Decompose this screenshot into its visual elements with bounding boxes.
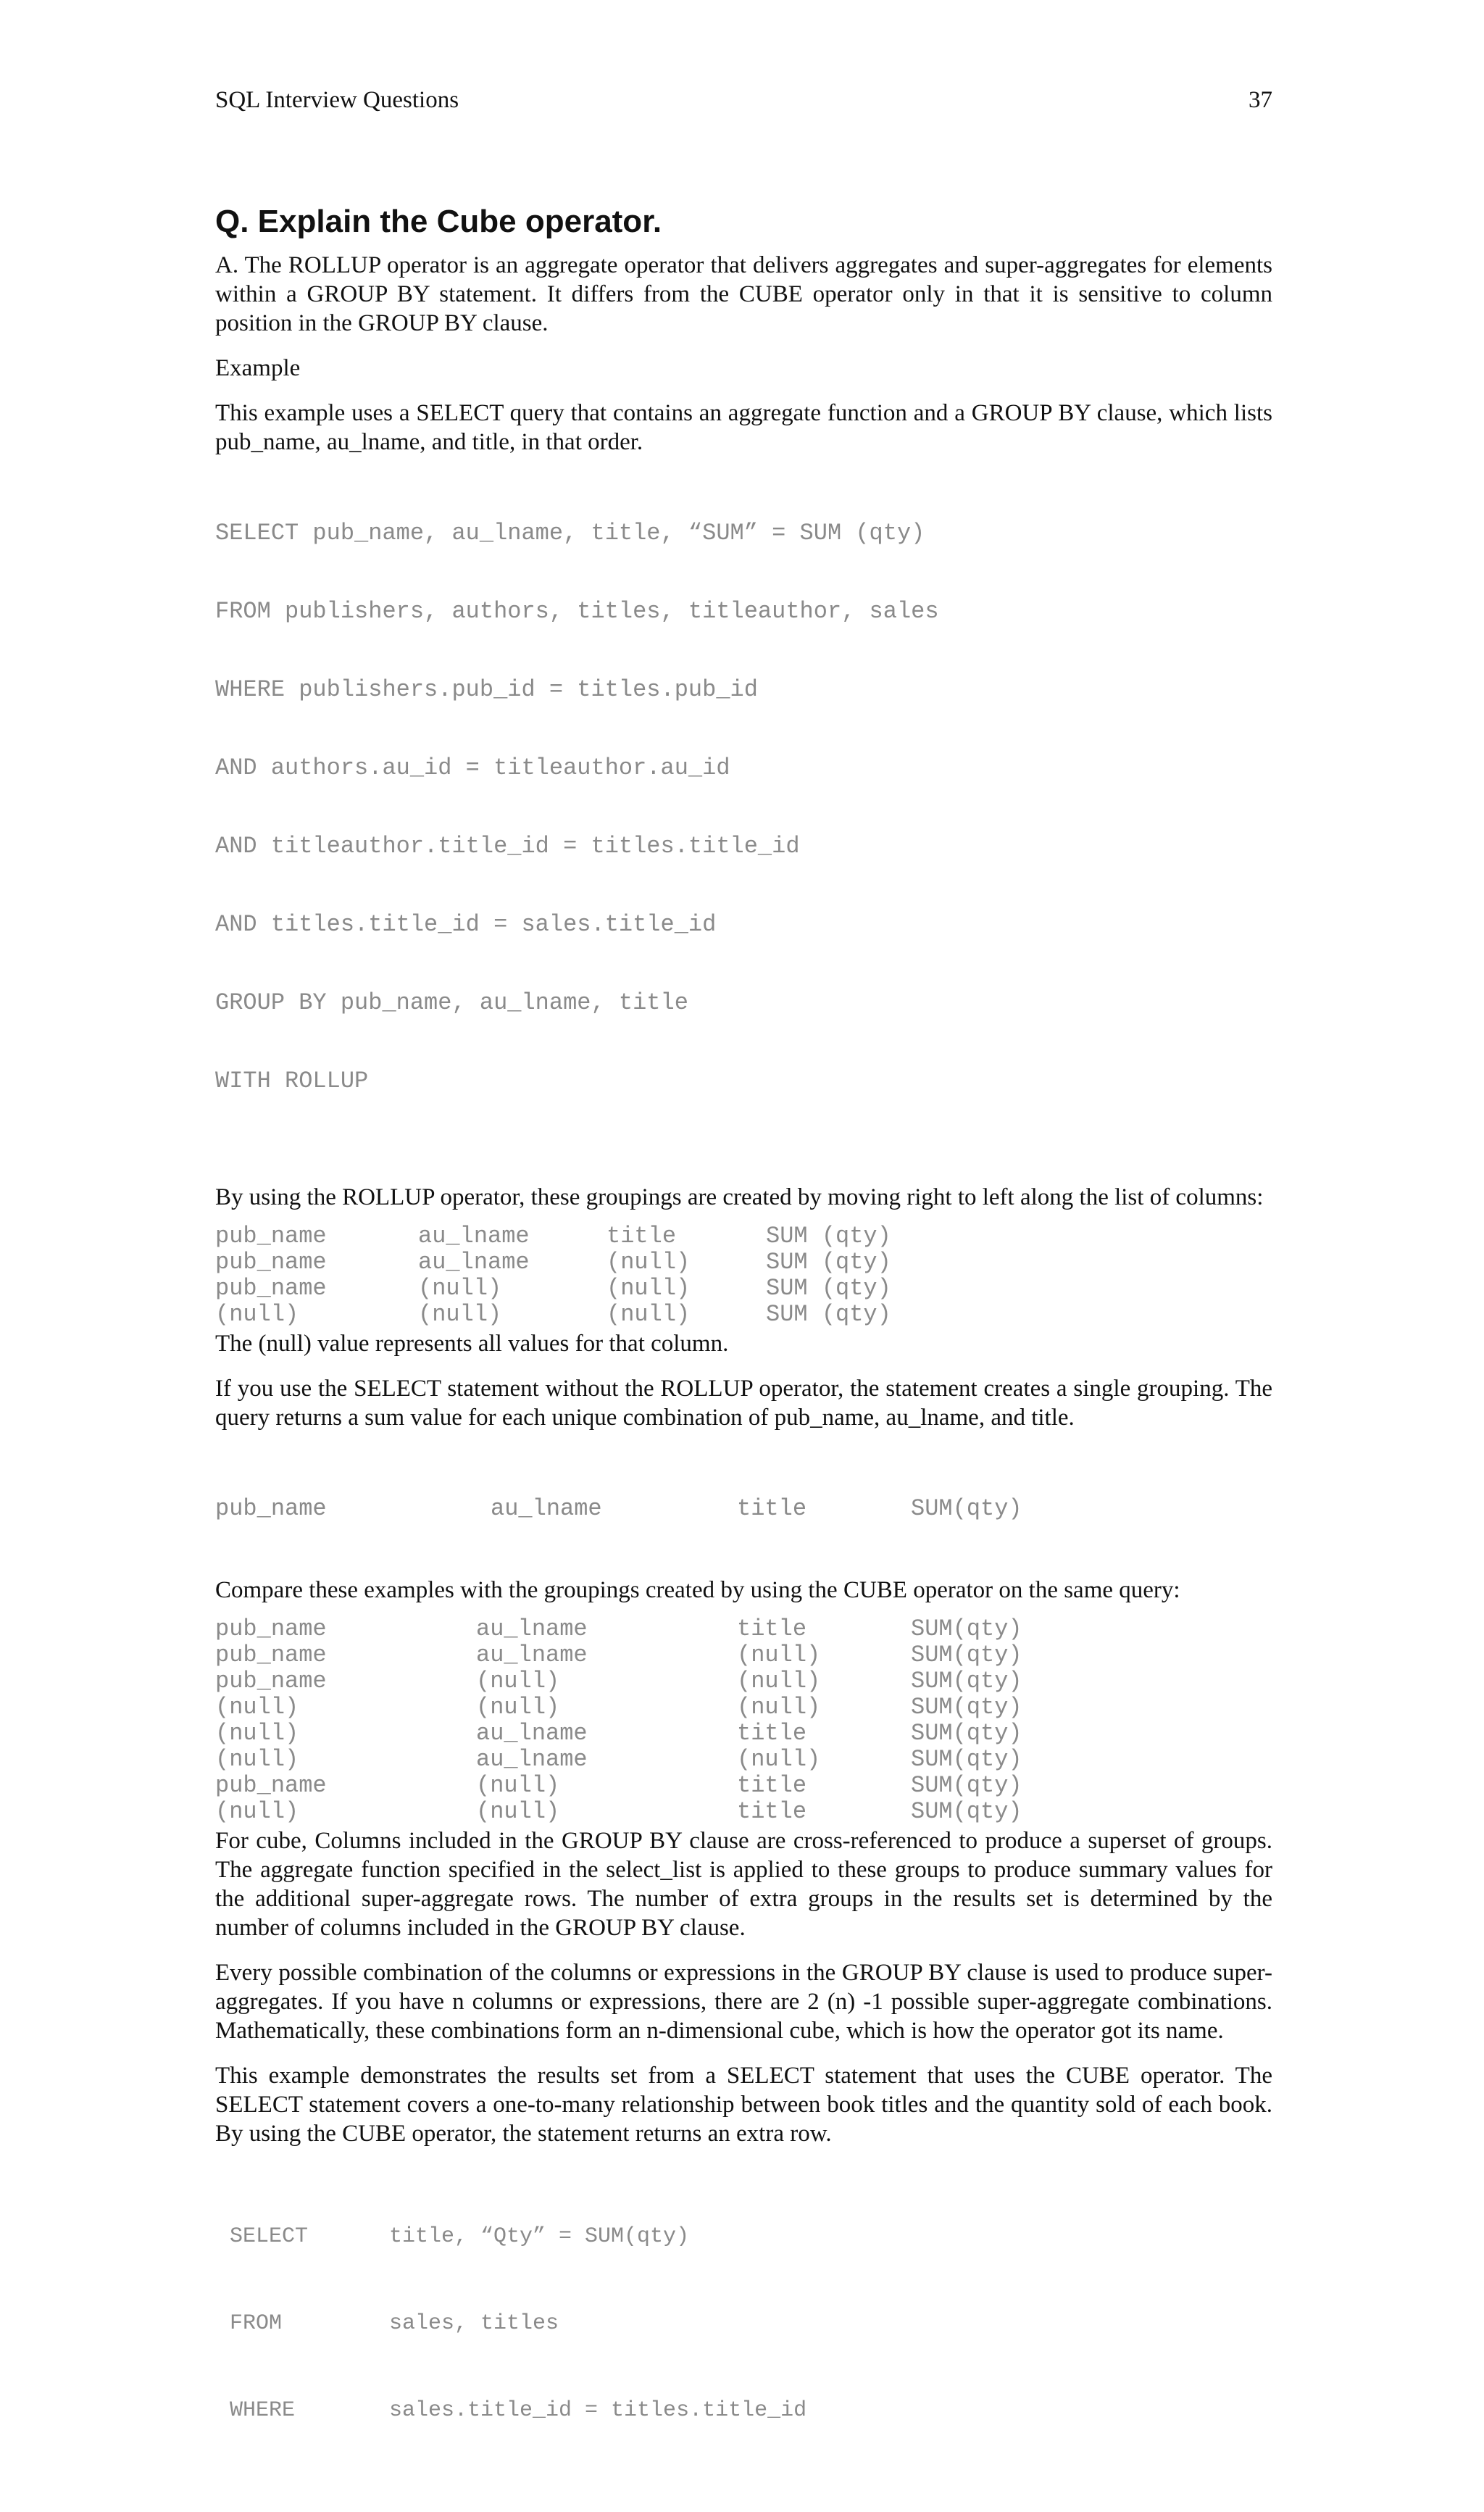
cube-query-code [215,2164,1272,2483]
compare-explanation: Compare these examples with the groupings created by using the CUBE operator on the same query: [215,1577,1180,1603]
grouping-cell: pub_name [215,1772,327,1799]
code-line: WITH ROLLUP [215,1068,369,1094]
grouping-cell: SUM(qty) [911,1642,1022,1668]
code-line: AND authors.au_id = titleauthor.au_id [215,754,730,781]
running-header-title: SQL Interview Questions [215,87,459,113]
grouping-cell: pub_name [215,1223,327,1249]
example-label: Example [215,355,301,381]
code-line: SELECT pub_name, au_lname, title, “SUM” = SUM (qty) [215,520,925,546]
grouping-cell: SUM(qty) [911,1772,1022,1799]
grouping-row [215,1642,1272,1668]
sql-clause: title, “Qty” = SUM(qty) [389,2224,690,2249]
grouping-cell: (null) [606,1249,691,1276]
grouping-row [215,1721,1272,1747]
grouping-cell: (null) [737,1694,821,1721]
sql-keyword: FROM [230,2311,283,2336]
grouping-cell: SUM (qty) [766,1301,891,1328]
grouping-cell: (null) [418,1275,502,1302]
code-line: AND titles.title_id = sales.title_id [215,911,717,938]
cube-explanation: For cube, Columns included in the GROUP BY clause are cross-referenced to produce a superset of groups. The aggregate function specified in the select_list is applied to these groups to produce summary values for the additional super-aggregate rows. The number of extra groups in the results set is determined by the number of columns included in the GROUP BY clause. [215,1828,1272,1941]
grouping-cell: title [737,1615,807,1642]
grouping-cell: title [737,1720,807,1747]
grouping-cell: pub_name [215,1615,327,1642]
grouping-cell: title [606,1223,677,1249]
grouping-cell: SUM(qty) [911,1668,1022,1694]
code-line [215,2396,1272,2425]
grouping-cell: title [737,1772,807,1799]
grouping-cell: (null) [476,1772,560,1799]
rollup-query-code [215,468,1272,1147]
grouping-cell: SUM(qty) [911,1694,1022,1721]
grouping-cell: pub_name [215,1668,327,1694]
grouping-row [215,1276,1272,1302]
code-line: FROM publishers, authors, titles, titleauthor, sales [215,598,939,625]
sql-clause: sales.title_id = titles.title_id [389,2398,807,2423]
grouping-cell: pub_name [215,1275,327,1302]
grouping-cell: SUM (qty) [766,1223,891,1249]
combinations-explanation: Every possible combination of the columns or expressions in the GROUP BY clause is used to produce super-aggregates. If you have n columns or expressions, there are 2 (n) -1 possible super-aggregate combinations. Mathematically, these combinations form an n-dimensional cube, which is how the operator got its name. [215,1960,1272,2044]
grouping-cell: au_lname [418,1223,530,1249]
grouping-row [215,1496,1272,1522]
grouping-cell: SUM(qty) [911,1746,1022,1773]
grouping-row [215,1223,1272,1249]
single-grouping-explanation: If you use the SELECT statement without the ROLLUP operator, the statement creates a single grouping. The query returns a sum value for each unique combination of pub_name, au_lname, and title. [215,1376,1272,1431]
grouping-row [215,1616,1272,1642]
grouping-cell: au_lname [476,1615,588,1642]
grouping-cell: (null) [737,1642,821,1668]
code-line [215,2309,1272,2338]
single-grouping [215,1444,1272,1574]
grouping-cell: (null) [476,1694,560,1721]
grouping-cell: (null) [215,1694,299,1721]
code-line: AND titleauthor.title_id = titles.title_id [215,833,800,860]
grouping-cell: SUM(qty) [911,1615,1022,1642]
code-line [215,2222,1272,2251]
grouping-cell: (null) [215,1720,299,1747]
grouping-row [215,1249,1272,1276]
grouping-cell: au_lname [476,1642,588,1668]
grouping-cell: au_lname [476,1746,588,1773]
grouping-cell: SUM (qty) [766,1249,891,1276]
page-number: 37 [1249,87,1272,113]
grouping-cell: pub_name [215,1249,327,1276]
grouping-cell: SUM(qty) [911,1495,1022,1522]
grouping-cell: au_lname [491,1495,602,1522]
grouping-cell: SUM(qty) [911,1720,1022,1747]
grouping-cell: (null) [606,1275,691,1302]
grouping-cell: (null) [606,1301,691,1328]
grouping-cell: au_lname [418,1249,530,1276]
grouping-cell: pub_name [215,1642,327,1668]
grouping-cell: (null) [476,1668,560,1694]
grouping-cell: (null) [476,1798,560,1825]
grouping-row [215,1668,1272,1694]
example-description: This example uses a SELECT query that contains an aggregate function and a GROUP BY clause, which lists pub_name, au_lname, and title, in that order. [215,400,1272,455]
sql-clause: sales, titles [389,2311,559,2336]
grouping-cell: pub_name [215,1495,327,1522]
grouping-cell: (null) [418,1301,502,1328]
sql-keyword: SELECT [230,2224,309,2249]
grouping-row [215,1799,1272,1825]
page-content [215,203,1272,2483]
cube-groupings [215,1616,1272,1825]
answer-paragraph: A. The ROLLUP operator is an aggregate operator that delivers aggregates and super-aggregates for elements within a GROUP BY statement. It differs from the CUBE operator only in that it is sensitive to column position in the GROUP BY clause. [215,252,1272,336]
null-explanation: The (null) value represents all values for that column. [215,1331,729,1357]
grouping-cell: (null) [215,1746,299,1773]
grouping-cell: (null) [215,1798,299,1825]
question-heading: Q. Explain the Cube operator. [215,204,662,239]
grouping-cell: SUM(qty) [911,1798,1022,1825]
grouping-row [215,1773,1272,1799]
sql-keyword: WHERE [230,2398,296,2423]
rollup-explanation: By using the ROLLUP operator, these groupings are created by moving right to left along the list of columns: [215,1184,1264,1210]
code-line: GROUP BY pub_name, au_lname, title [215,989,688,1016]
grouping-cell: (null) [737,1746,821,1773]
grouping-row [215,1302,1272,1328]
grouping-cell: title [737,1798,807,1825]
rollup-groupings [215,1223,1272,1328]
grouping-row [215,1694,1272,1721]
grouping-row [215,1747,1272,1773]
grouping-cell: title [737,1495,807,1522]
grouping-cell: SUM (qty) [766,1275,891,1302]
grouping-cell: au_lname [476,1720,588,1747]
code-line: WHERE publishers.pub_id = titles.pub_id [215,676,758,703]
grouping-cell: (null) [737,1668,821,1694]
cube-example-description: This example demonstrates the results set from a SELECT statement that uses the CUBE operator. The SELECT statement covers a one-to-many relationship between book titles and the quantity sold of each book. By using the CUBE operator, the statement returns an extra row. [215,2063,1272,2147]
grouping-cell: (null) [215,1301,299,1328]
